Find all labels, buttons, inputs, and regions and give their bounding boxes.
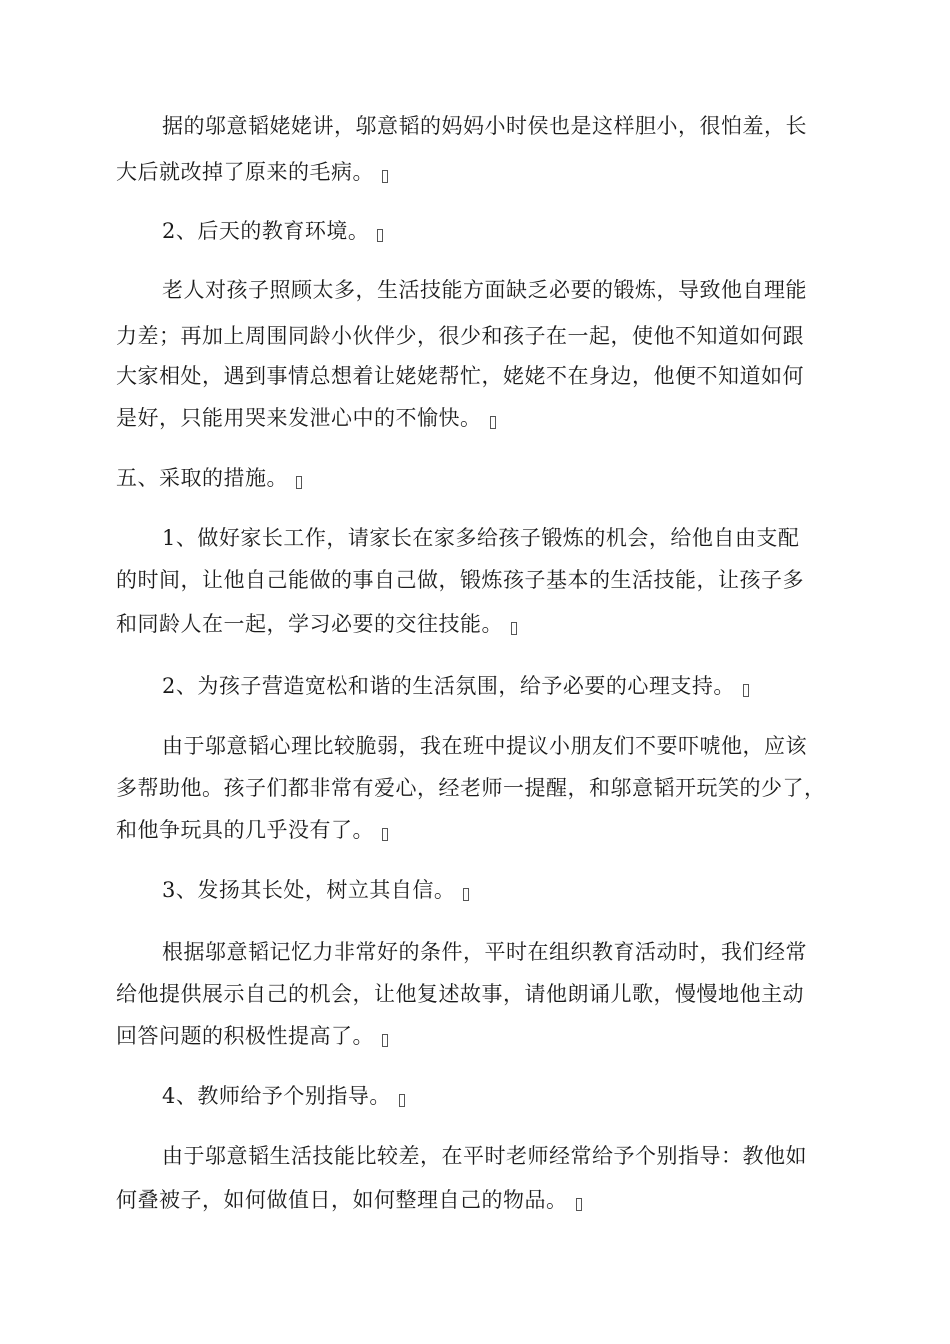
paragraph-line: 回答问题的积极性提高了。 <box>116 1022 388 1050</box>
paragraph-line: 老人对孩子照顾太多，生活技能方面缺乏必要的锻炼，导致他自理能 <box>162 278 807 302</box>
paragraph-line: 据的邬意韬姥姥讲，邬意韬的妈妈小时侯也是这样胆小，很怕羞，长 <box>162 114 807 138</box>
paragraph-line: 和他争玩具的几乎没有了。 <box>116 816 388 844</box>
paragraph-mark-icon <box>463 888 469 901</box>
paragraph-mark-icon <box>382 1034 388 1047</box>
paragraph-line: 根据邬意韬记忆力非常好的条件，平时在组织教育活动时，我们经常 <box>162 940 807 964</box>
paragraph-line: 多帮助他。孩子们都非常有爱心，经老师一提醒，和邬意韬开玩笑的少了， <box>116 776 826 800</box>
paragraph-line: 给他提供展示自己的机会，让他复述故事，请他朗诵儿歌，慢慢地他主动 <box>116 982 804 1006</box>
section-heading: 4、教师给予个别指导。 <box>162 1082 405 1110</box>
paragraph-line: 由于邬意韬心理比较脆弱，我在班中提议小朋友们不要吓唬他，应该 <box>162 734 807 758</box>
paragraph-line: 何叠被子，如何做值日，如何整理自己的物品。 <box>116 1186 582 1214</box>
paragraph-mark-icon <box>382 828 388 841</box>
section-heading: 3、发扬其长处，树立其自信。 <box>162 876 469 904</box>
paragraph-mark-icon <box>377 229 383 242</box>
paragraph-mark-icon <box>743 684 749 697</box>
paragraph-mark-icon <box>511 622 517 635</box>
paragraph-line: 力差；再加上周围同龄小伙伴少，很少和孩子在一起，使他不知道如何跟 <box>116 324 804 348</box>
paragraph-line: 的时间，让他自己能做的事自己做，锻炼孩子基本的生活技能，让孩子多 <box>116 568 804 592</box>
paragraph-line: 和同龄人在一起，学习必要的交往技能。 <box>116 610 517 638</box>
section-heading: 2、为孩子营造宽松和谐的生活氛围，给予必要的心理支持。 <box>162 672 749 700</box>
paragraph-mark-icon <box>490 416 496 429</box>
paragraph-line: 大后就改掉了原来的毛病。 <box>116 158 388 186</box>
paragraph-line: 是好，只能用哭来发泄心中的不愉快。 <box>116 404 496 432</box>
paragraph-mark-icon <box>399 1094 405 1107</box>
paragraph-line: 大家相处，遇到事情总想着让姥姥帮忙，姥姥不在身边，他便不知道如何 <box>116 364 804 388</box>
paragraph-line: 1、做好家长工作，请家长在家多给孩子锻炼的机会，给他自由支配 <box>162 526 800 550</box>
paragraph-mark-icon <box>576 1198 582 1211</box>
paragraph-mark-icon <box>296 476 302 489</box>
paragraph-line: 由于邬意韬生活技能比较差，在平时老师经常给予个别指导：教他如 <box>162 1144 807 1168</box>
section-heading: 五、采取的措施。 <box>116 464 302 492</box>
paragraph-mark-icon <box>382 170 388 183</box>
section-heading: 2、后天的教育环境。 <box>162 217 383 245</box>
